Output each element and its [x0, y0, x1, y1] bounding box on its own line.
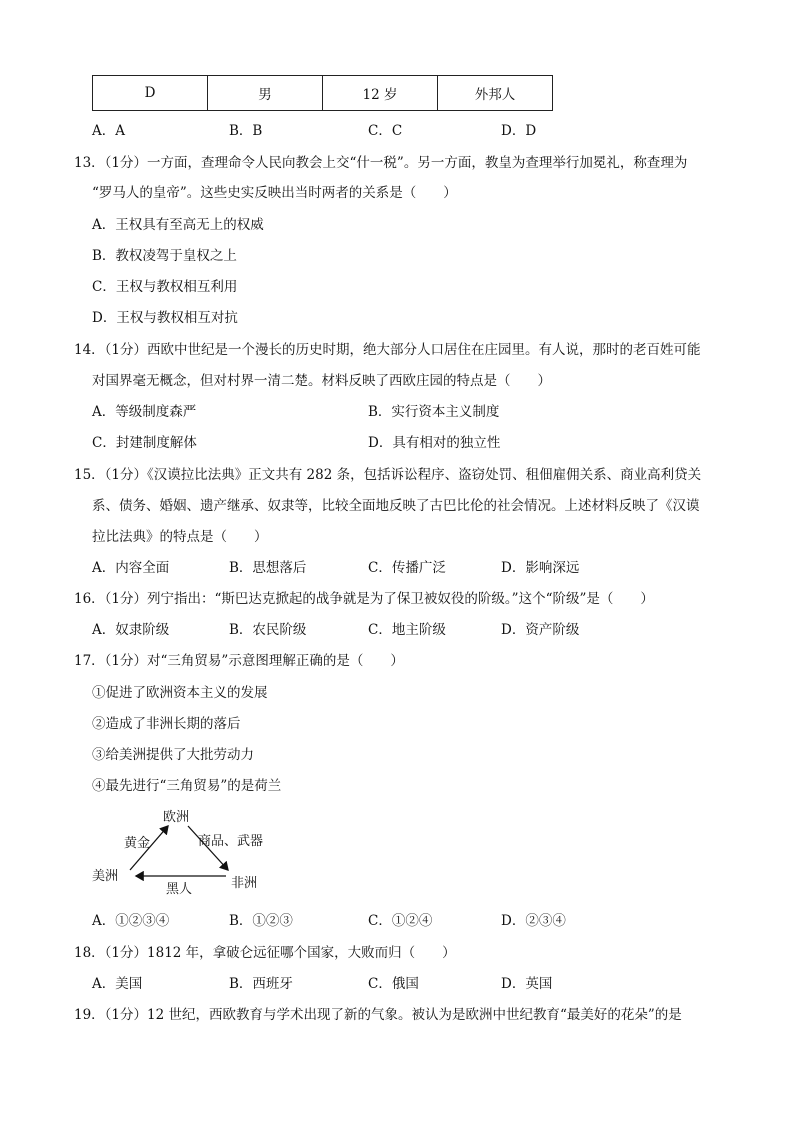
- q18-option-d[interactable]: D．英国: [501, 976, 553, 992]
- q17-statement-3: ③给美洲提供了大批劳动力: [92, 747, 254, 763]
- label-slaves: 黑人: [166, 882, 193, 897]
- q15-option-b[interactable]: B．思想落后: [229, 560, 307, 576]
- q17-option-d[interactable]: D．②③④: [501, 913, 566, 929]
- q12-answer-table: [92, 75, 553, 111]
- q15-option-d[interactable]: D．影响深远: [501, 560, 580, 576]
- q15-stem: 15．（1分）《汉谟拉比法典》正文共有 282 条，包括诉讼程序、盗窃处罚、租佃雇佣关系、商业高利贷关: [74, 467, 702, 483]
- q14-option-d[interactable]: D．具有相对的独立性: [368, 435, 501, 451]
- q14-stem: 14．（1分）西欧中世纪是一个漫长的历史时期，绝大部分人口居住在庄园里。有人说，那时的老百姓可能: [74, 342, 701, 358]
- table-cell: 外邦人: [438, 76, 553, 111]
- q15-stem-continued: 拉比法典》的特点是（ ）: [92, 529, 268, 545]
- table-cell: 12 岁: [323, 76, 438, 111]
- q18-stem: 18．（1分）1812 年，拿破仑远征哪个国家，大败而归（ ）: [74, 945, 456, 961]
- q12-option-c[interactable]: C．C: [368, 123, 403, 139]
- q12-option-d[interactable]: D．D: [501, 123, 537, 139]
- q17-stem: 17．（1分）对“三角贸易”示意图理解正确的是（ ）: [74, 653, 404, 669]
- q17-option-c[interactable]: C．①②④: [368, 913, 433, 929]
- table-cell: D: [93, 76, 208, 111]
- q16-option-d[interactable]: D．资产阶级: [501, 622, 580, 638]
- q18-option-c[interactable]: C．俄国: [368, 976, 419, 992]
- q13-stem: 13．（1分）一方面，查理命令人民向教会上交“什一税”。另一方面，教皇为查理举行加冕礼，称查理为: [74, 155, 688, 171]
- q15-option-a[interactable]: A．内容全面: [92, 560, 170, 576]
- q15-option-c[interactable]: C．传播广泛: [368, 560, 446, 576]
- q19-stem: 19．（1分）12 世纪，西欧教育与学术出现了新的气象。被认为是欧洲中世纪教育“最美好的花朵”的是: [74, 1007, 682, 1023]
- q13-option-d[interactable]: D．王权与教权相互对抗: [92, 310, 238, 326]
- label-goods-weapons: 商品、武器: [198, 834, 264, 849]
- q12-option-a[interactable]: A．A: [92, 123, 125, 139]
- table-cell: 男: [208, 76, 323, 111]
- q17-statement-4: ④最先进行“三角贸易”的是荷兰: [92, 778, 282, 794]
- label-america: 美洲: [92, 869, 119, 884]
- q13-option-c[interactable]: C．王权与教权相互利用: [92, 279, 238, 295]
- table-row: [93, 76, 553, 111]
- q14-option-c[interactable]: C．封建制度解体: [92, 435, 197, 451]
- label-gold: 黄金: [124, 836, 151, 851]
- q16-option-b[interactable]: B．农民阶级: [229, 622, 307, 638]
- q18-option-b[interactable]: B．西班牙: [229, 976, 293, 992]
- q17-statement-1: ①促进了欧洲资本主义的发展: [92, 685, 268, 701]
- label-africa: 非洲: [231, 876, 258, 891]
- q18-option-a[interactable]: A．美国: [92, 976, 143, 992]
- q14-option-a[interactable]: A．等级制度森严: [92, 404, 197, 420]
- q13-stem-continued: “罗马人的皇帝”。这些史实反映出当时两者的关系是（ ）: [92, 185, 457, 201]
- q14-stem-continued: 对国界毫无概念，但对村界一清二楚。材料反映了西欧庄园的特点是（ ）: [92, 373, 551, 389]
- q17-option-b[interactable]: B．①②③: [229, 913, 293, 929]
- q13-option-a[interactable]: A．王权具有至高无上的权威: [92, 217, 264, 233]
- q16-option-a[interactable]: A．奴隶阶级: [92, 622, 170, 638]
- q17-statement-2: ②造成了非洲长期的落后: [92, 716, 241, 732]
- q13-option-b[interactable]: B．教权凌驾于皇权之上: [92, 248, 237, 264]
- q16-stem: 16．（1分）列宁指出：“斯巴达克掀起的战争就是为了保卫被奴役的阶级。”这个“阶级”是（ ）: [74, 591, 654, 607]
- triangular-trade-diagram: [88, 800, 288, 900]
- q12-option-b[interactable]: B．B: [229, 123, 263, 139]
- q14-option-b[interactable]: B．实行资本主义制度: [368, 404, 500, 420]
- q16-option-c[interactable]: C．地主阶级: [368, 622, 446, 638]
- q17-option-a[interactable]: A．①②③④: [92, 913, 170, 929]
- label-europe: 欧洲: [163, 810, 190, 825]
- q15-stem-continued: 系、债务、婚姻、遗产继承、奴隶等，比较全面地反映了古巴比伦的社会情况。上述材料反映了《汉谟: [92, 498, 700, 514]
